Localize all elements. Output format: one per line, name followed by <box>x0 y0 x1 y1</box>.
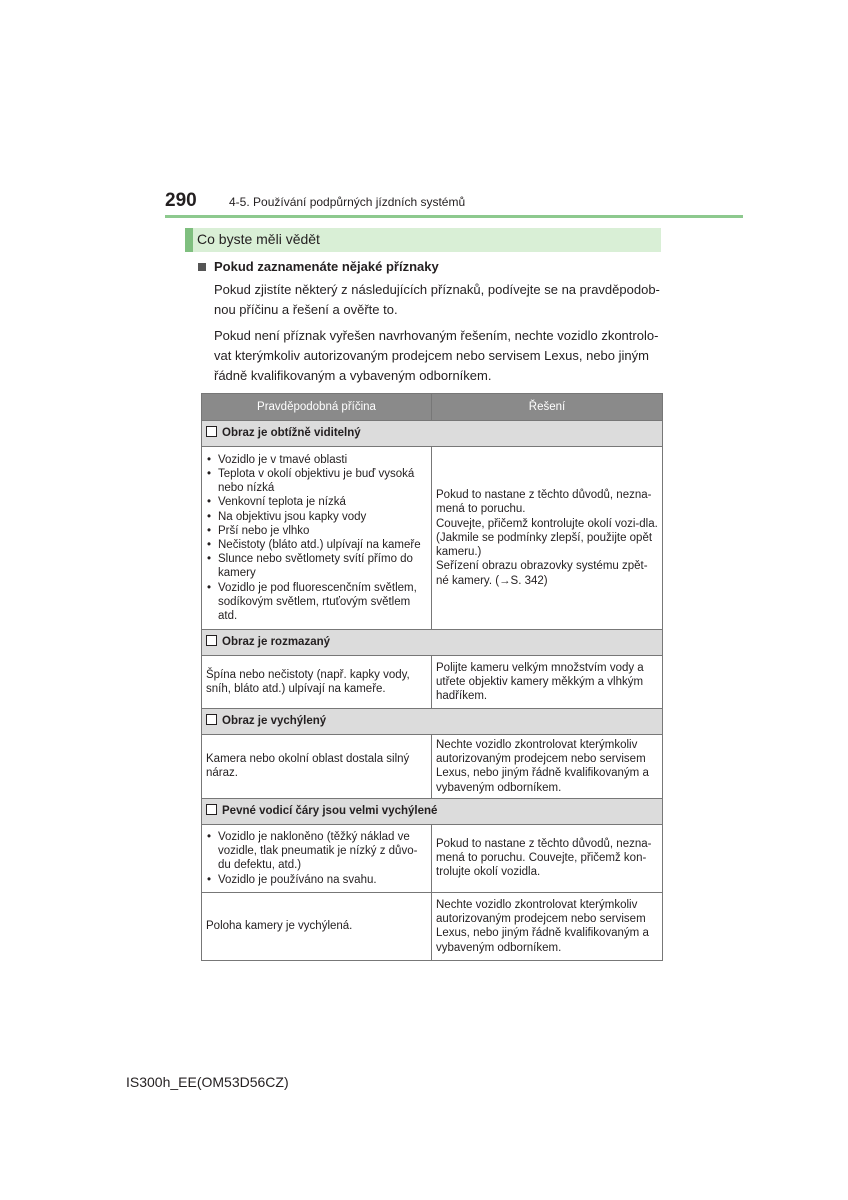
cause-item: • Slunce nebo světlomety svítí přímo do kamery <box>218 552 427 580</box>
table-header-row <box>202 394 663 421</box>
solution-text: Nechte vozidlo zkontrolovat kterýmkoliv autorizovaným prodejcem nebo servisem Lexus, nebo jiným řádně kvalifikovaným a vybaveným odborníkem. <box>436 739 649 794</box>
solution-cell <box>432 735 663 799</box>
table-row <box>202 735 663 799</box>
table-group-row <box>202 798 663 824</box>
group-title: Obraz je rozmazaný <box>222 636 331 649</box>
checkbox-square-icon <box>206 635 217 646</box>
group-title-cell <box>202 630 663 656</box>
cause-list <box>206 830 427 887</box>
intro-paragraph-2: Pokud není příznak vyřešen navrhovaným řešením, nechte vozidlo zkontrolo-vat kterýmkoliv autorizovaným prodejcem nebo servisem Lexus, nebo jiným řádně kvalifikovaným a vybaveným odborníkem. <box>214 328 659 383</box>
table-group-row <box>202 630 663 656</box>
intro-block <box>198 259 662 392</box>
intro-heading <box>198 259 662 274</box>
solution-text: Pokud to nastane z těchto důvodů, nezna-mená to poruchu. Couvejte, přičemž kon-trolujte okolí vozidla. <box>436 838 652 879</box>
cause-item: • Vozidlo je nakloněno (těžký náklad ve vozidle, tlak pneumatik je nízký z důvo-du defektu, atd.) <box>218 830 427 873</box>
group-title: Pevné vodicí čáry jsou velmi vychýlené <box>222 805 438 818</box>
header-divider <box>165 215 743 218</box>
cause-item: • Nečistoty (bláto atd.) ulpívají na kameře <box>218 538 427 552</box>
solution-cell <box>432 824 663 892</box>
column-header-cause: Pravděpodobná příčina <box>202 394 432 421</box>
solution-cell <box>432 447 663 630</box>
table-row <box>202 656 663 709</box>
checkbox-square-icon <box>206 714 217 725</box>
cause-item: • Vozidlo je používáno na svahu. <box>218 873 427 887</box>
section-title: Co byste měli vědět <box>197 231 320 247</box>
table-row <box>202 447 663 630</box>
group-title: Obraz je vychýlený <box>222 715 327 728</box>
intro-paragraph-1: Pokud zjistíte některý z následujících příznaků, podívejte se na pravděpodob-nou příčinu a řešení a ověřte to. <box>214 282 660 317</box>
cause-cell: Kamera nebo okolní oblast dostala silný náraz. <box>202 735 432 799</box>
cause-cell <box>202 824 432 892</box>
checkbox-square-icon <box>206 426 217 437</box>
intro-heading-text: Pokud zaznamenáte nějaké příznaky <box>214 259 439 274</box>
document-code: IS300h_EE(OM53D56CZ) <box>126 1074 289 1090</box>
page-number: 290 <box>165 190 197 211</box>
cause-cell <box>202 447 432 630</box>
cause-item: • Prší nebo je vlhko <box>218 524 427 538</box>
cause-list <box>206 453 427 623</box>
solution-text: Nechte vozidlo zkontrolovat kterýmkoliv autorizovaným prodejcem nebo servisem Lexus, nebo jiným řádně kvalifikovaným a vybaveným odborníkem. <box>436 898 649 954</box>
group-title-cell <box>202 709 663 735</box>
group-title-cell <box>202 798 663 824</box>
group-title: Obraz je obtížně viditelný <box>222 427 361 440</box>
solution-cell <box>432 892 663 960</box>
cause-item: • Vozidlo je v tmavé oblasti <box>218 453 427 467</box>
table-row <box>202 824 663 892</box>
cause-item: • Teplota v okolí objektivu je buď vysoká nebo nízká <box>218 467 427 495</box>
table-row <box>202 892 663 960</box>
solution-cell <box>432 656 663 709</box>
checkbox-square-icon <box>206 804 217 815</box>
solution-text: Polijte kameru velkým množstvím vody a utřete objektiv kamery měkkým a vlhkým hadříkem. <box>436 661 644 703</box>
chapter-title: 4-5. Používání podpůrných jízdních systémů <box>229 195 466 209</box>
table-group-row <box>202 709 663 735</box>
column-header-solution: Řešení <box>432 394 663 421</box>
square-bullet-icon <box>198 263 206 271</box>
solution-text: Couvejte, přičemž kontrolujte okolí vozi-dla. (Jakmile se podmínky zlepší, použijte opět kameru.) <box>436 517 658 559</box>
cause-cell: Poloha kamery je vychýlená. <box>202 892 432 960</box>
group-title-cell <box>202 421 663 447</box>
troubleshooting-table <box>201 393 663 961</box>
cause-item: • Na objektivu jsou kapky vody <box>218 510 427 524</box>
solution-text: Seřízení obrazu obrazovky systému zpět-né kamery. (→S. 342) <box>436 560 648 587</box>
solution-text: Pokud to nastane z těchto důvodů, nezna-mená to poruchu. <box>436 489 652 516</box>
cause-cell: Špína nebo nečistoty (např. kapky vody, sníh, bláto atd.) ulpívají na kameře. <box>202 656 432 709</box>
cause-item: • Venkovní teplota je nízká <box>218 495 427 509</box>
table-group-row <box>202 421 663 447</box>
section-banner <box>185 228 661 252</box>
cause-item: • Vozidlo je pod fluorescenčním světlem, sodíkovým světlem, rtuťovým světlem atd. <box>218 581 427 624</box>
